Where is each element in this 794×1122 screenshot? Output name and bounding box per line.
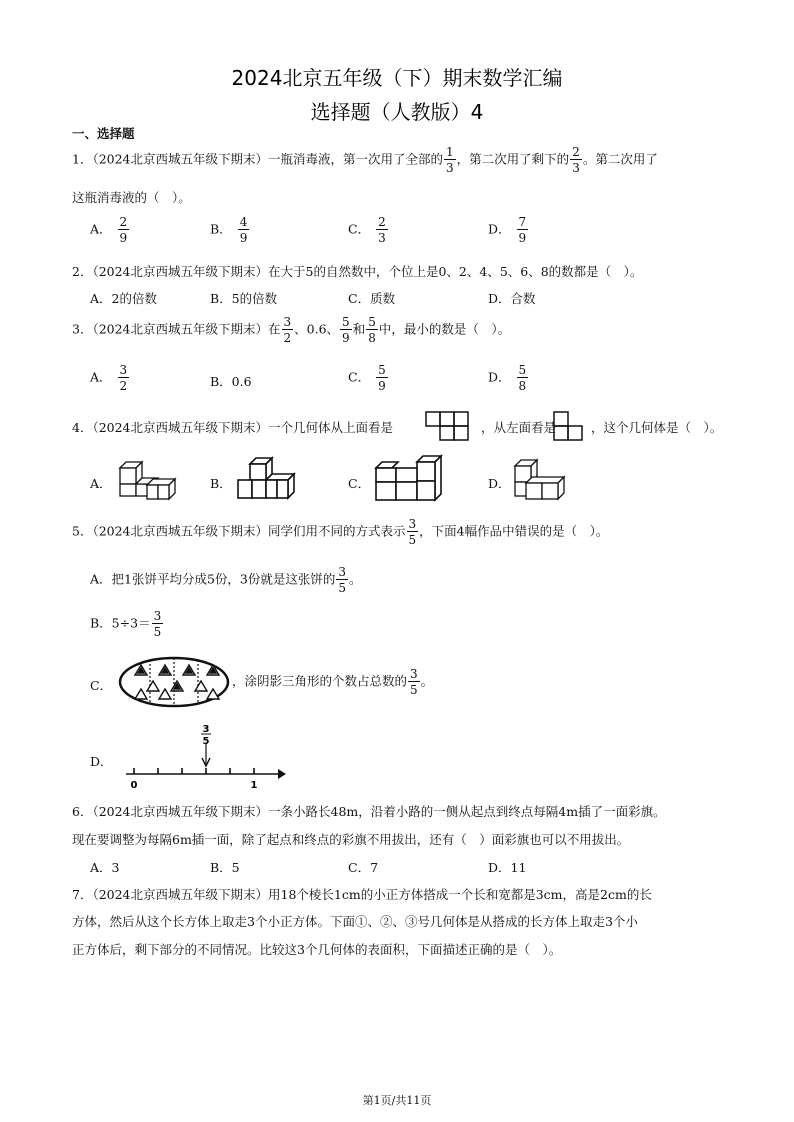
q4-solid-d-icon[interactable]: [512, 456, 568, 504]
q1-fraction-2: $\frac{2}{3}$: [572, 145, 580, 175]
q2-option-b[interactable]: B．5的倍数: [210, 291, 278, 306]
q6-stem-line2: 现在要调整为每隔6m插一面，除了起点和终点的彩旗不用拔出，还有（ ）面彩旗也可以不用拔出。: [72, 832, 630, 847]
page-title: 2024北京五年级（下）期末数学汇编: [231, 66, 563, 90]
q7-stem-line2: 方体，然后从这个长方体上取走3个小正方体。下面①、②、③号几何体是从搭成的长方体上取走3个小: [72, 914, 638, 929]
page-subtitle: 选择题（人教版）4: [310, 100, 484, 124]
q7-stem-line3: 正方体后，剩下部分的不同情况。比较这3个几何体的表面积，下面描述正确的是（ ）。: [72, 942, 562, 957]
q4-solid-a-icon[interactable]: [117, 458, 183, 502]
q3-fraction-2: $\frac{5}{9}$: [342, 315, 350, 345]
q1-option-c[interactable]: C． $\frac{2}{3}$: [348, 215, 386, 245]
q3-fraction-1: $\frac{3}{2}$: [283, 315, 292, 345]
q4-option-d[interactable]: D．: [488, 476, 511, 491]
q5-tick-1: 1: [250, 780, 258, 791]
q4-option-b[interactable]: B．: [210, 476, 232, 491]
q4-stem-c: ，这个几何体是（ ）。: [591, 420, 723, 435]
q1-text-c: 。第二次用了: [582, 151, 658, 167]
q5-tick-0: 0: [130, 780, 138, 791]
q4-solid-c-icon[interactable]: [374, 454, 446, 504]
q4-left-view-icon: [553, 411, 587, 441]
q4-solid-b-icon[interactable]: [236, 456, 300, 502]
q5-arrow-denominator: 5: [202, 736, 210, 747]
q5-number-line[interactable]: [118, 722, 290, 794]
q1-stem-line2: 这瓶消毒液的（ ）。: [72, 190, 191, 205]
q5-fraction: $\frac{3}{5}$: [408, 517, 417, 547]
q3-option-c[interactable]: C． $\frac{5}{9}$: [348, 363, 386, 393]
q3-fraction-3: $\frac{5}{8}$: [368, 315, 376, 345]
q3-option-a[interactable]: A． $\frac{3}{2}$: [90, 363, 128, 393]
q1-option-b[interactable]: B． $\frac{4}{9}$: [210, 215, 248, 245]
q3-option-d[interactable]: D． $\frac{5}{8}$: [488, 363, 527, 393]
q5-option-c-text: ，涂阴影三角形的个数占总数的 $\frac{3}{5}$ 。: [232, 667, 434, 697]
q5-arrow-numerator: 3: [202, 724, 210, 735]
q2-option-c[interactable]: C．质数: [348, 291, 396, 306]
q3-option-b[interactable]: B．0.6: [210, 374, 252, 389]
q1-stem: [72, 146, 658, 174]
q2-stem: 2．（2024北京西城五年级下期末）在大于5的自然数中，个位上是0、2、4、5、6、8的数都是（ ）。: [72, 264, 643, 279]
q7-stem-line1: 7．（2024北京西城五年级下期末）用18个棱长1cm的小正方体搭成一个长和宽都是3cm，高是2cm的长: [72, 887, 652, 902]
q5-stem: 5．（2024北京西城五年级下期末）同学们用不同的方式表示 $\frac{3}{5}$ ，下面4幅作品中错误的是（ ）。: [72, 517, 609, 547]
q1-text-b: ，第二次用了剩下的: [456, 151, 570, 167]
section-title: 一、选择题: [72, 126, 135, 141]
q5-option-c-label[interactable]: C．: [90, 678, 113, 693]
q6-option-a[interactable]: A．3: [90, 860, 120, 875]
q6-option-b[interactable]: B．5: [210, 860, 240, 875]
q1-option-a[interactable]: A． $\frac{2}{9}$: [90, 215, 128, 245]
q5-option-d-label[interactable]: D．: [90, 754, 113, 769]
q2-option-a[interactable]: A．2的倍数: [90, 291, 157, 306]
q2-option-d[interactable]: D．合数: [488, 291, 536, 306]
q4-top-view-icon: [425, 411, 471, 441]
q3-stem: 3．（2024北京西城五年级下期末）在 $\frac{3}{2}$ 、0.6、 $\frac{5}{9}$ 和 $\frac{5}{8}$ 中，最小的数是（ ）。: [72, 315, 511, 345]
q4-option-c[interactable]: C．: [348, 476, 371, 491]
q5-triangle-oval-icon[interactable]: [118, 656, 230, 708]
page-footer: 第1页/共11页: [362, 1094, 432, 1107]
q4-stem-a: 4．（2024北京西城五年级下期末）一个几何体从上面看是: [72, 420, 394, 435]
q6-option-c[interactable]: C．7: [348, 860, 379, 875]
q1-option-d[interactable]: D． $\frac{7}{9}$: [488, 215, 527, 245]
q4-stem-b: ，从左面看是: [481, 420, 557, 435]
q5-option-a[interactable]: A．把1张饼平均分成5份，3份就是这张饼的 $\frac{3}{5}$ 。: [90, 565, 362, 595]
q5-option-b[interactable]: B．5÷3＝ $\frac{3}{5}$: [90, 609, 162, 639]
q1-text-a: 1．（2024北京西城五年级下期末）一瓶消毒液，第一次用了全部的: [72, 151, 444, 167]
q1-fraction-1: $\frac{1}{3}$: [446, 145, 454, 175]
q6-stem-line1: 6．（2024北京西城五年级下期末）一条小路长48m，沿着小路的一侧从起点到终点每隔4m插了一面彩旗。: [72, 804, 666, 819]
q6-option-d[interactable]: D．11: [488, 860, 527, 875]
q4-option-a[interactable]: A．: [90, 476, 112, 491]
